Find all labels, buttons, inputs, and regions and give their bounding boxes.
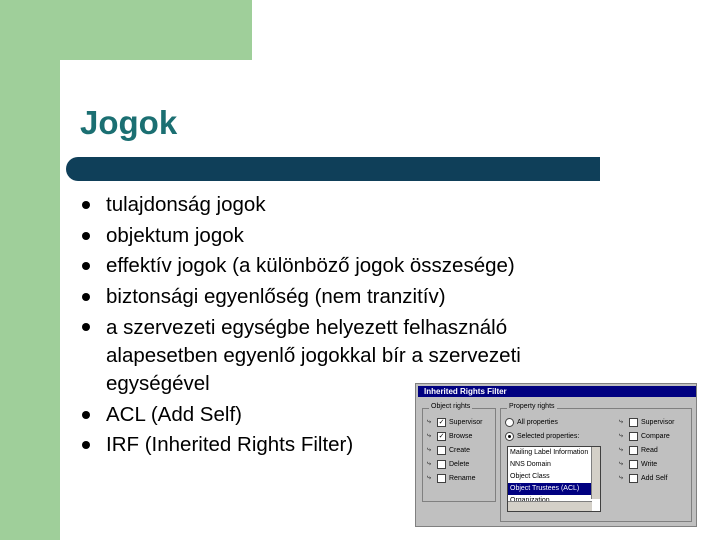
list-item: effektív jogok (a különböző jogok összesége) bbox=[80, 251, 620, 282]
inherit-arrow-icon: ⤷ bbox=[619, 446, 623, 453]
bullet-icon bbox=[82, 293, 90, 301]
bullet-icon bbox=[82, 201, 90, 209]
read-checkbox[interactable] bbox=[629, 446, 638, 455]
object-right-row[interactable]: ⤷ ✓ Supervisor bbox=[427, 418, 483, 426]
rename-checkbox[interactable] bbox=[437, 474, 446, 483]
bullet-icon bbox=[82, 441, 90, 449]
object-rights-group bbox=[422, 403, 496, 502]
property-right-row[interactable]: ⤷ Write bbox=[619, 460, 658, 468]
supervisor-checkbox[interactable]: ✓ bbox=[438, 418, 445, 426]
write-checkbox[interactable] bbox=[629, 460, 638, 469]
property-rights-label: Property rights bbox=[509, 403, 555, 410]
list-item[interactable]: Mailing Label Information bbox=[510, 449, 589, 456]
object-right-row[interactable]: ⤷ ✓ Browse bbox=[427, 432, 473, 440]
vertical-scrollbar[interactable] bbox=[591, 447, 600, 499]
browse-checkbox[interactable]: ✓ bbox=[438, 432, 445, 440]
property-right-row[interactable]: ⤷ Add Self bbox=[619, 474, 668, 482]
inherit-arrow-icon: ⤷ bbox=[427, 474, 431, 481]
inherit-arrow-icon: ⤷ bbox=[619, 474, 623, 481]
object-right-row[interactable]: ⤷ Rename bbox=[427, 474, 476, 482]
inherit-arrow-icon: ⤷ bbox=[427, 432, 431, 439]
object-right-row[interactable]: ⤷ Create bbox=[427, 446, 471, 454]
inherit-arrow-icon: ⤷ bbox=[619, 432, 623, 439]
list-item: a szervezeti egységbe helyezett felhasználó alapesetben egyenlő jogokkal bír a szervezeti egységével bbox=[80, 312, 620, 400]
bullet-icon bbox=[82, 262, 90, 270]
inherit-arrow-icon: ⤷ bbox=[619, 460, 623, 467]
selected-properties-radio[interactable] bbox=[505, 432, 514, 441]
inherit-arrow-icon: ⤷ bbox=[619, 418, 623, 425]
add-self-checkbox[interactable] bbox=[629, 474, 638, 483]
delete-checkbox[interactable] bbox=[437, 460, 446, 469]
list-item: tulajdonság jogok bbox=[80, 190, 620, 221]
list-item: ACL (Add Self) bbox=[80, 400, 620, 431]
property-right-row[interactable]: ⤷ Read bbox=[619, 446, 658, 454]
inherit-arrow-icon: ⤷ bbox=[427, 418, 431, 425]
compare-checkbox[interactable] bbox=[629, 432, 638, 441]
inherit-arrow-icon: ⤷ bbox=[427, 446, 431, 453]
decor-green-strip bbox=[0, 0, 60, 540]
list-item: objektum jogok bbox=[80, 221, 620, 252]
property-right-row[interactable]: ⤷ Supervisor bbox=[619, 418, 675, 426]
slide-title: Jogok bbox=[80, 104, 178, 141]
create-checkbox[interactable] bbox=[437, 446, 446, 455]
prop-supervisor-checkbox[interactable] bbox=[629, 418, 638, 427]
inherit-arrow-icon: ⤷ bbox=[427, 460, 431, 467]
bullet-icon bbox=[82, 232, 90, 240]
list-item: biztonsági egyenlőség (nem tranzitív) bbox=[80, 282, 620, 313]
list-item[interactable]: NNS Domain bbox=[510, 461, 551, 468]
bullet-icon bbox=[82, 323, 90, 331]
horizontal-scrollbar[interactable] bbox=[508, 501, 592, 511]
list-item: IRF (Inherited Rights Filter) bbox=[80, 430, 620, 461]
bullet-icon bbox=[82, 411, 90, 419]
title-underline-bar bbox=[66, 157, 600, 181]
object-right-row[interactable]: ⤷ Delete bbox=[427, 460, 470, 468]
dialog-title: Inherited Rights Filter bbox=[418, 386, 697, 397]
list-item[interactable]: Object Class bbox=[510, 473, 550, 480]
property-right-row[interactable]: ⤷ Compare bbox=[619, 432, 670, 440]
properties-listbox[interactable] bbox=[507, 446, 601, 512]
all-properties-row[interactable]: All properties bbox=[505, 417, 558, 427]
selected-properties-row[interactable]: Selected properties: bbox=[505, 431, 579, 441]
list-item[interactable]: Object Trustees (ACL) bbox=[508, 483, 600, 495]
object-rights-label: Object rights bbox=[431, 403, 471, 410]
all-properties-radio[interactable] bbox=[505, 418, 514, 427]
